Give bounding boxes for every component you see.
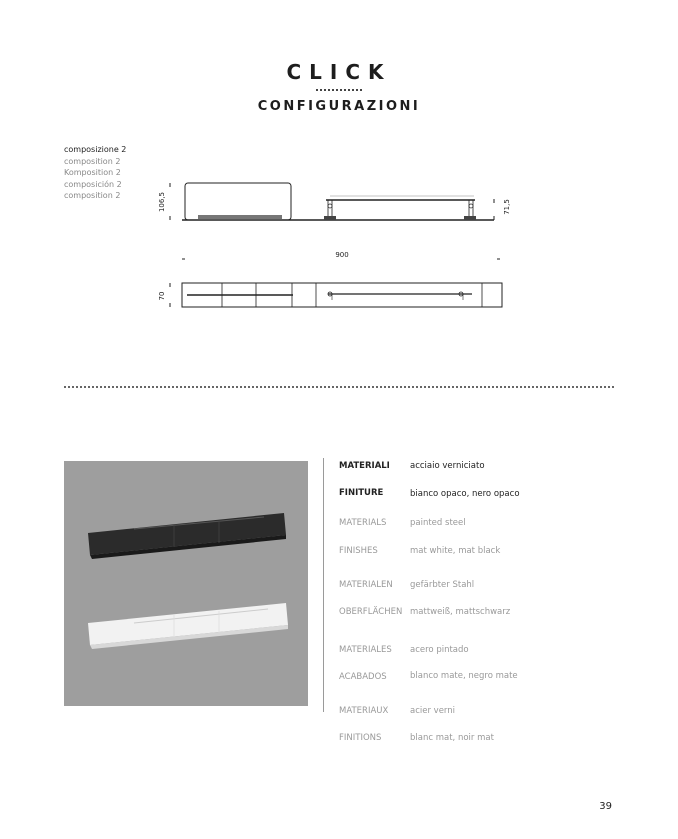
side-elevation xyxy=(324,196,476,220)
dimension-side-height: 71,5 xyxy=(503,199,511,215)
dimension-total-width: 900 xyxy=(335,251,349,259)
page-title: CLICK xyxy=(286,60,392,84)
spec-value-en-finishes: mat white, mat black xyxy=(410,546,501,556)
spec-label-en-finishes: FINISHES xyxy=(339,546,378,556)
spec-label-it-finishes: FINITURE xyxy=(339,488,384,498)
composition-label-en: composition 2 xyxy=(64,156,121,166)
composition-label-es: composición 2 xyxy=(64,179,122,189)
spec-label-de-finishes: OBERFLÄCHEN xyxy=(339,607,403,617)
spec-value-es-finishes: blanco mate, negro mate xyxy=(410,671,518,681)
spec-value-de-materials: gefärbter Stahl xyxy=(410,580,475,590)
product-render-graphic xyxy=(64,461,308,706)
spec-value-it-materials: acciaio verniciato xyxy=(410,461,485,471)
composition-labels xyxy=(64,144,126,202)
dimension-front-height: 106,5 xyxy=(158,191,166,213)
spec-label-fr-finishes: FINITIONS xyxy=(339,733,382,743)
page-subtitle: CONFIGURAZIONI xyxy=(257,99,421,114)
product-render xyxy=(64,461,308,706)
composition-label-it: composizione 2 xyxy=(64,145,127,154)
spec-divider-line xyxy=(323,458,324,712)
composition-label-fr: composition 2 xyxy=(64,191,121,200)
technical-drawing xyxy=(150,172,510,317)
spec-label-de-materials: MATERIALEN xyxy=(339,580,393,590)
section-divider xyxy=(64,386,614,390)
spec-value-fr-materials: acier verni xyxy=(410,706,456,716)
spec-label-it-materials: MATERIALI xyxy=(339,461,390,471)
spec-value-de-finishes: mattweiß, mattschwarz xyxy=(410,607,511,617)
spec-label-es-materials: MATERIALES xyxy=(339,645,392,655)
spec-label-es-finishes: ACABADOS xyxy=(339,672,387,682)
front-elevation xyxy=(182,183,494,220)
dimension-depth: 70 xyxy=(158,291,166,301)
spec-value-es-materials: acero pintado xyxy=(410,645,469,655)
spec-value-fr-finishes: blanc mat, noir mat xyxy=(410,733,494,743)
page-number: 39 xyxy=(599,801,612,812)
spec-value-en-materials: painted steel xyxy=(410,518,466,528)
spec-label-fr-materials: MATERIAUX xyxy=(339,706,389,716)
title-divider xyxy=(316,89,362,93)
spec-label-en-materials: MATERIALS xyxy=(339,518,387,528)
plan-view xyxy=(182,283,502,307)
spec-value-it-finishes: bianco opaco, nero opaco xyxy=(410,489,520,499)
composition-label-de: Komposition 2 xyxy=(64,168,121,177)
